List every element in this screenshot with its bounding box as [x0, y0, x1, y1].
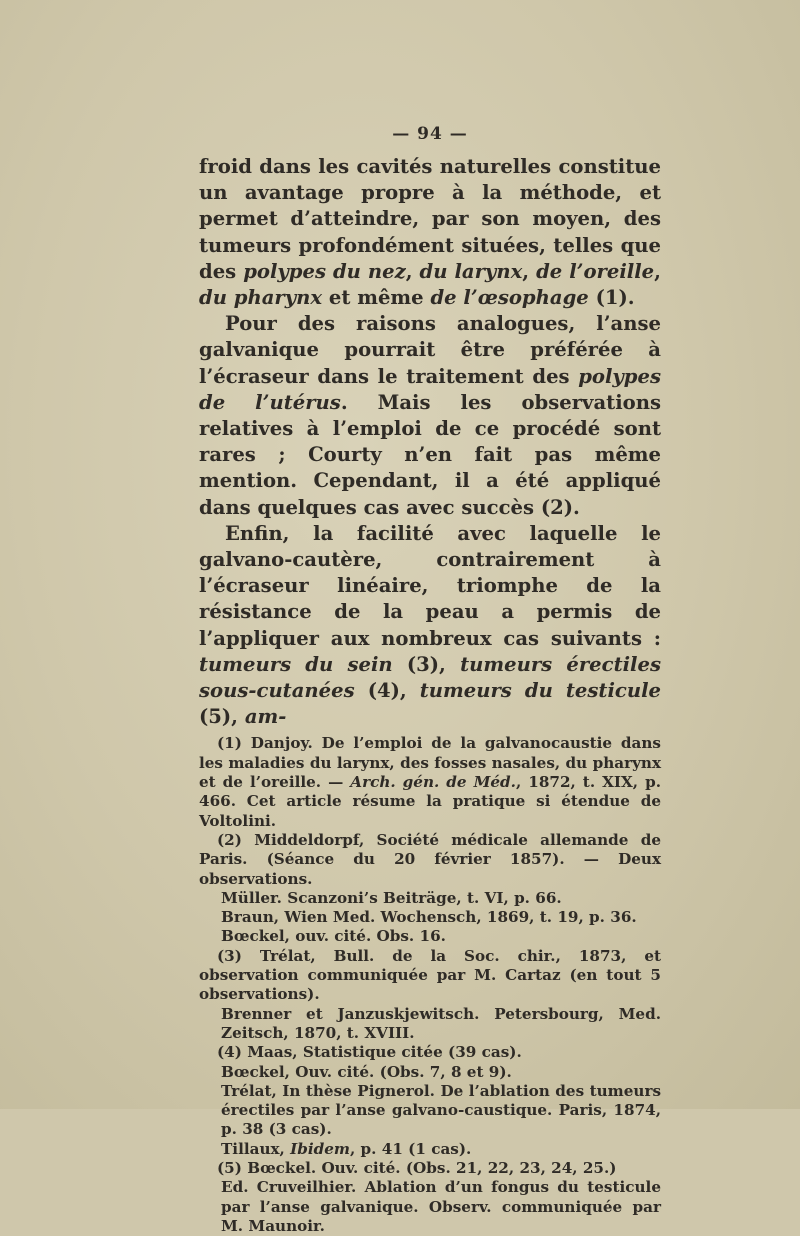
text-block [199, 124, 661, 1236]
footnote-3: (3) Trélat, Bull. de la Soc. chir., 1873, et observation communiquée par M. Cartaz (en tout 5 observations). [199, 946, 661, 1004]
footnote-2: (2) Middeldorpf, Société médicale allemande de Paris. (Séance du 20 février 1857). — Deux observations. [199, 830, 661, 888]
body-text [199, 154, 661, 730]
footnote-5: (5) Bœckel. Ouv. cité. (Obs. 21, 22, 23, 24, 25.) [217, 1159, 617, 1177]
footnote-3-ref-1: Brenner et Janzuskjewitsch. Petersbourg, Med. Zeitsch, 1870, t. XVIII. [221, 1004, 661, 1042]
paragraph-3: Enfin, la facilité avec laquelle le galvano-cautère, contrairement à l’écraseur linéaire, triomphe de la résistance de la peau a permis de l’appliquer aux nombreux cas suivants : tumeurs du sein (3), tumeurs érectiles sous-cutanées (4), tumeurs du testicule (5), am- [199, 521, 662, 729]
footnotes [199, 734, 661, 1236]
paragraph-2: Pour des raisons analogues, l’anse galvanique pourrait être préférée à l’écraseur dans le traitement des polypes de l’utérus. Mais les observations relatives à l’emploi de ce procédé sont rares ; Courty n’en fait pas même mention. Cependant, il a été appliqué dans quelques cas avec succès (2). [199, 312, 661, 519]
footnote-1: (1) Danjoy. De l’emploi de la galvanocaustie dans les maladies du larynx, des fosses nasales, du pharynx et de l’oreille. — Arch. gén. de Méd., 1872, t. XIX, p. 466. Cet article résume la pratique si étendue de Voltolini. [199, 734, 661, 830]
footnote-4-ref-2: Trélat, In thèse Pignerol. De l’ablation des tumeurs érectiles par l’anse galvano-caustique. Paris, 1874, p. 38 (3 cas). [221, 1081, 661, 1139]
footnote-5-ref-1: Ed. Cruveilhier. Ablation d’un fongus du testicule par l’anse galvanique. Observ. communiquée par M. Maunoir. [221, 1178, 661, 1235]
footnote-2-ref-3: Bœckel, ouv. cité. Obs. 16. [221, 927, 446, 946]
footnote-4: (4) Maas, Statistique citée (39 cas). [217, 1043, 522, 1062]
paragraph-1: froid dans les cavités naturelles constitue un avantage propre à la méthode, et permet d’atteindre, par son moyen, des tumeurs profondément situées, telles que des polypes du nez, du larynx, de l’oreille, du pharynx et même de l’œsophage (1). [199, 155, 661, 310]
page-number: — 94 — [392, 124, 468, 144]
footnote-4-ref-3: Tillaux, Ibidem, p. 41 (1 cas). [221, 1139, 472, 1158]
footnote-4-ref-1: Bœckel, Ouv. cité. (Obs. 7, 8 et 9). [221, 1062, 512, 1081]
footnote-2-ref-2: Braun, Wien Med. Wochensch, 1869, t. 19, p. 36. [221, 908, 637, 927]
footnote-2-ref-1: Müller. Scanzoni’s Beiträge, t. VI, p. 66. [221, 888, 562, 907]
